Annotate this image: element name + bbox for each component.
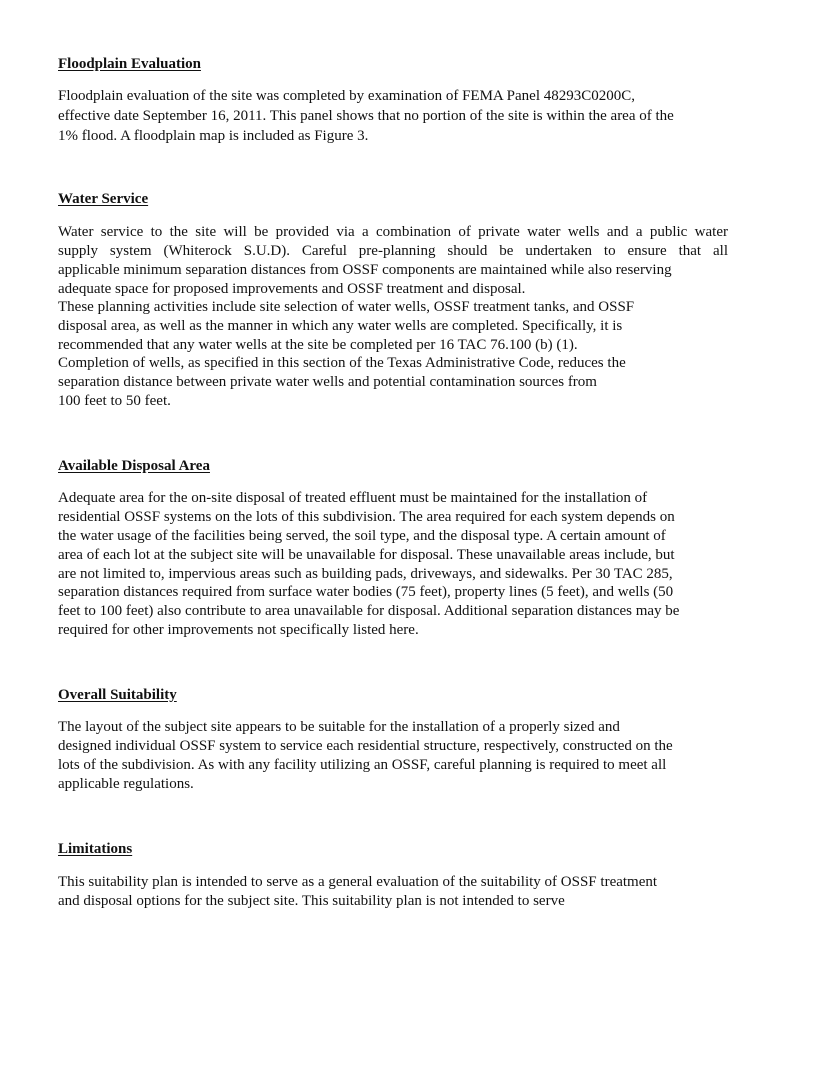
disposal-area-line-7: feet to 100 feet) also contribute to area unavailable for disposal. Additional separation distances may be bbox=[58, 603, 680, 619]
disposal-area-line-5: are not limited to, impervious areas such as building pads, driveways, and sidewalks. Per 30 TAC 285, bbox=[58, 566, 673, 582]
water-service-line-8: Completion of wells, as specified in this section of the Texas Administrative Code, reduces the bbox=[58, 355, 626, 371]
suitability-line-3: lots of the subdivision. As with any facility utilizing an OSSF, careful planning is required to meet all bbox=[58, 757, 667, 773]
limitations-line-2: and disposal options for the subject site. This suitability plan is not intended to serve bbox=[58, 893, 565, 909]
suitability-line-1: The layout of the subject site appears to be suitable for the installation of a properly sized and bbox=[58, 719, 620, 735]
water-service-line-10: 100 feet to 50 feet. bbox=[58, 393, 171, 409]
water-service-line-3: applicable minimum separation distances from OSSF components are maintained while also reserving bbox=[58, 262, 672, 278]
disposal-area-line-1: Adequate area for the on-site disposal of treated effluent must be maintained for the installation of bbox=[58, 490, 648, 506]
water-service-line-5: These planning activities include site selection of water wells, OSSF treatment tanks, and OSSF bbox=[58, 299, 635, 315]
floodplain-line-2: effective date September 16, 2011. This panel shows that no portion of the site is within the area of the bbox=[58, 108, 674, 124]
floodplain-heading: Floodplain Evaluation bbox=[58, 56, 201, 72]
disposal-area-line-6: separation distances required from surface water bodies (75 feet), property lines (5 feet), and wells (50 bbox=[58, 584, 674, 600]
water-service-heading: Water Service bbox=[58, 191, 149, 207]
limitations-line-1: This suitability plan is intended to serve as a general evaluation of the suitability of OSSF treatment bbox=[58, 874, 658, 890]
water-service-line-6: disposal area, as well as the manner in which any water wells are completed. Specifically, it is bbox=[58, 318, 623, 334]
water-service-line-9: separation distance between private water wells and potential contamination sources from bbox=[58, 374, 597, 390]
water-service-line-1: Water service to the site will be provided via a combination of private water wells and a public water bbox=[58, 224, 728, 240]
disposal-area-heading: Available Disposal Area bbox=[58, 458, 210, 474]
disposal-area-line-3: the water usage of the facilities being served, the soil type, and the disposal type. A certain amount of bbox=[58, 528, 666, 544]
disposal-area-line-4: area of each lot at the subject site will be unavailable for disposal. These unavailable areas include, but bbox=[58, 547, 675, 563]
floodplain-line-1: Floodplain evaluation of the site was completed by examination of FEMA Panel 48293C0200C, bbox=[58, 88, 636, 104]
suitability-line-4: applicable regulations. bbox=[58, 776, 194, 792]
limitations-heading: Limitations bbox=[58, 841, 133, 857]
suitability-line-2: designed individual OSSF system to service each residential structure, respectively, constructed on the bbox=[58, 738, 673, 754]
floodplain-line-3: 1% flood. A floodplain map is included as Figure 3. bbox=[58, 128, 369, 144]
water-service-line-4: adequate space for proposed improvements and OSSF treatment and disposal. bbox=[58, 281, 526, 297]
water-service-line-2: supply system (Whiterock S.U.D). Careful pre-planning should be undertaken to ensure that all bbox=[58, 243, 728, 259]
disposal-area-line-8: required for other improvements not specifically listed here. bbox=[58, 622, 419, 638]
suitability-heading: Overall Suitability bbox=[58, 687, 177, 703]
water-service-line-7: recommended that any water wells at the site be completed per 16 TAC 76.100 (b) (1). bbox=[58, 337, 578, 353]
disposal-area-line-2: residential OSSF systems on the lots of this subdivision. The area required for each system depends on bbox=[58, 509, 675, 525]
